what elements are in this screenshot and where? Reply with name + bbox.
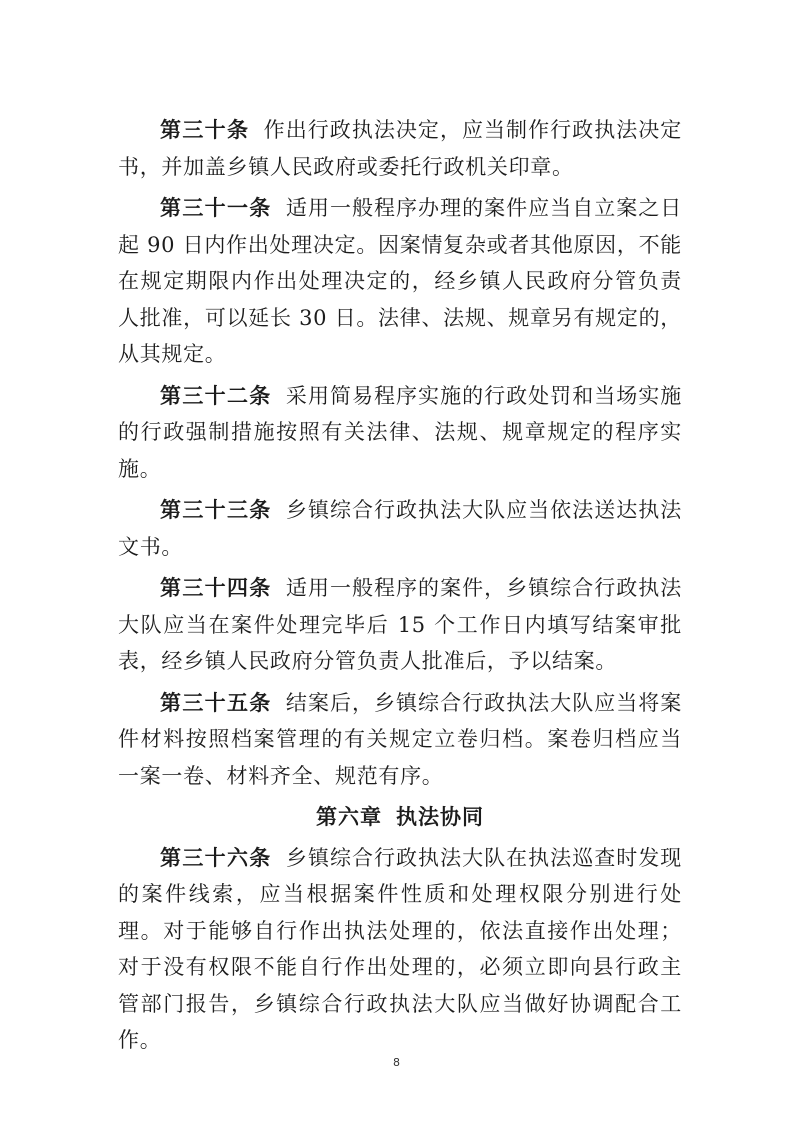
article-text: 适用一般程序的案件，乡镇综合行政执法大队应当在案件处理完毕后 15 个工作日内填写结案审批表，经乡镇人民政府分管负责人批准后，予以结案。 [118,576,682,673]
article-text: 乡镇综合行政执法大队应当依法送达执法文书。 [118,498,682,559]
article-31 [118,190,682,373]
chapter-number: 第六章 [316,804,382,829]
article-36 [118,840,682,1059]
article-number: 第三十五条 [160,689,272,715]
article-number: 第三十四条 [160,575,272,600]
article-32 [118,378,682,488]
article-33 [118,492,682,565]
article-number: 第三十条 [160,117,250,142]
article-text: 结案后，乡镇综合行政执法大队应当将案件材料按照档案管理的有关规定立卷归档。案卷归档应当一案一卷、材料齐全、规范有序。 [118,690,682,788]
document-body [118,112,682,1064]
article-text: 适用一般程序办理的案件应当自立案之日起 90 日内作出处理决定。因案情复杂或者其他原因，不能在规定期限内作出处理决定的，经乡镇人民政府分管负责人批准，可以延长 30 日。法律、法规、规章另有规定的，从其规定。 [118,196,682,366]
article-30 [118,112,682,185]
article-number: 第三十一条 [160,195,272,220]
article-text: 作出行政执法决定，应当制作行政执法决定书，并加盖乡镇人民政府或委托行政机关印章。 [118,118,682,179]
article-number: 第三十二条 [160,382,272,408]
chapter-heading [118,799,682,836]
page-number: 8 [393,1056,400,1069]
article-text: 乡镇综合行政执法大队在执法巡查时发现的案件线索，应当根据案件性质和处理权限分别进行处理。对于能够自行作出执法处理的，依法直接作出处理；对于没有权限不能自行作出处理的，必须立即向县行政主管部门报告，乡镇综合行政执法大队应当做好协调配合工作。 [118,845,682,1052]
article-text: 采用简易程序实施的行政处罚和当场实施的行政强制措施按照有关法律、法规、规章规定的程序实施。 [118,383,682,481]
article-number: 第三十六条 [160,844,272,870]
article-34 [118,570,682,680]
chapter-title: 执法协同 [396,804,484,829]
article-35 [118,685,682,795]
article-number: 第三十三条 [160,497,272,522]
